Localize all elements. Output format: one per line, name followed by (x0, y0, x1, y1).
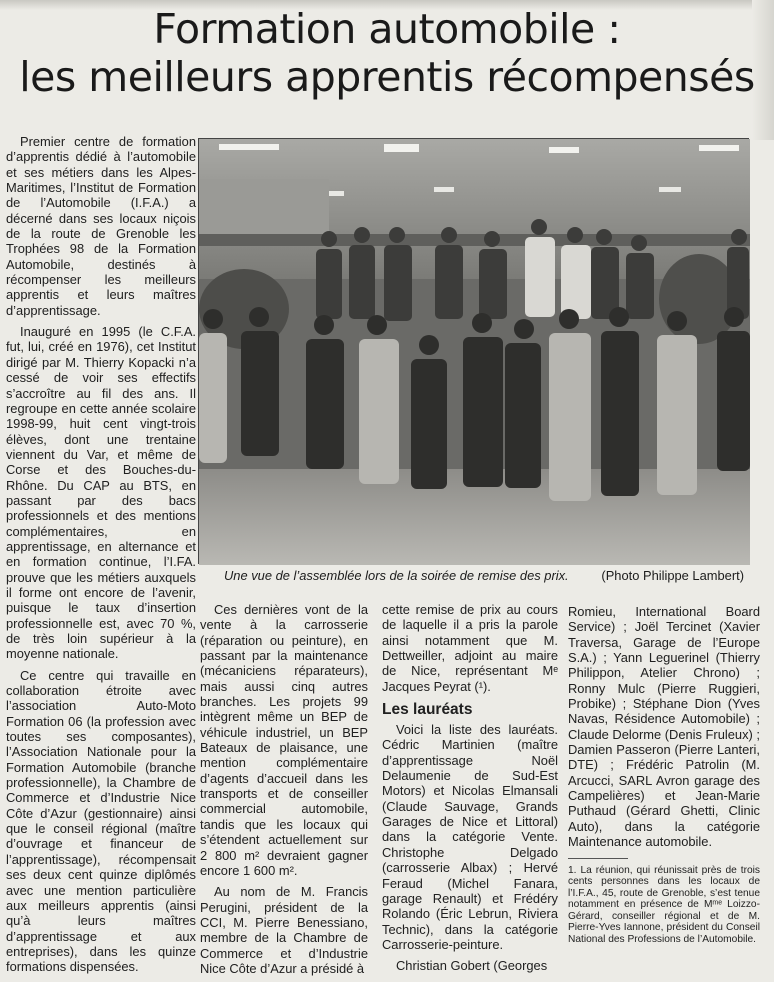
group-photo (198, 138, 749, 564)
paragraph-laureats-continued: Christian Gobert (Georges (396, 958, 548, 974)
footnote-divider (568, 858, 628, 859)
article-column-3 (382, 602, 558, 980)
photo-caption (224, 568, 744, 584)
paragraph-branches: Ces dernières vont de la vente à la carrosserie (réparation ou peinture), en passant par la maintenance (mécaniciens réparateurs), mais aussi cinq autres branches. Les projets 99 intègrent même un BEP de véhicule industriel, un BEP Bateaux de plaisance, une mention complémentaire d’agents d’accueil dans les transports et de conseiller commercial automobile, tandis que les locaux qui s’étendent actuellement sur 2 800 m² devraient gagner encore 1 600 m². (200, 602, 368, 878)
headline-line-2: les meilleurs apprentis récompensés (19, 53, 755, 101)
footnote: 1. La réunion, qui réunissait près de trois cents personnes dans les locaux de l’I.F.A., 45, route de Grenoble, s’est tenue notamment en présence de Mᵐᵉ Loizzo-Gérard, conseiller régional et de M. Pierre-Yves Iannone, président du Conseil National des Professions de l’Automobile. (568, 864, 760, 946)
article-column-2 (200, 602, 368, 982)
article-column-4 (568, 604, 760, 946)
paragraph-intro: Premier centre de formation d’apprentis dédié à l’automobile et ses métiers dans les Alpes-Maritimes, l’Institut de Formation de l’Automobile (I.F.A.) a décerné dans ses locaux niçois de la route de Grenoble les Trophées 98 de la Formation Automobile, destinés à récompenser les meilleurs apprentis et leurs maîtres d’apprentissage. (6, 134, 196, 318)
paragraph-partners: Ce centre qui travaille en collaboration étroite avec l’association Auto-Moto Formation 06 (la profession avec toutes ses composantes), l’Association Nationale pour la Formation Automobile (branche professionnelle), la Chambre de Commerce et d’Industrie Nice Côte d’Azur (gestionnaire) ainsi que le conseil régional (maître d’ouvrage et financeur de l’apprentissage), récompensait ses deux cent quinze diplômés avec une mention particulière aux meilleurs apprentis (ainsi qu’à leurs maîtres d’apprentissage et aux entreprises), dans les quinze formations dispensées. (6, 667, 196, 975)
paragraph-history: Inauguré en 1995 (le C.F.A. fut, lui, créé en 1976), cet Institut dirigé par M. Thierry Kopacki n’a cessé de voir ses effectifs s’accroître au fil des ans. Il regroupe en cette année scolaire 1998-99, huit cent vingt-trois élèves, dont une trentaine viennent du Var, et même de Corse et des Bouches-du-Rhône. Du CAP au BTS, en passant par des bacs professionnels et des mentions complémentaires, en apprentissage, en alternance et en formation continue, l’I.FA. prouve que les métiers auxquels il forme ont encore de l’avenir, puisque le taux d’insertion professionnelle est, avec 70 %, de très loin supérieur à la moyenne nationale. (6, 324, 196, 662)
caption-text: Une vue de l’assemblée lors de la soirée de remise des prix. (224, 568, 569, 583)
group-photo-illustration (199, 139, 750, 565)
paragraph-laureats: Voici la liste des lauréats. Cédric Martinien (maître d’apprentissage Noël Delaumenie de Sud-Est Motors) et Nicolas Elmansali (Claude Sauvage, Grands Garages de Nice et Littoral) dans la catégorie Vente. Christophe Delgado (carrosserie Albax) ; Hervé Feraud (Michel Fanara, garage Renault) et Frédéry Rolando (Éric Lebrun, Riviera Technic), dans la catégorie Carrosserie-peinture. (382, 722, 558, 952)
article-column-1 (6, 134, 196, 981)
article-headline (0, 6, 774, 102)
photo-credit: (Photo Philippe Lambert) (601, 568, 744, 583)
headline-line-1: Formation automobile : (153, 5, 621, 53)
laureats-heading: Les lauréats (382, 701, 473, 719)
paragraph-maintenance-laureats: Romieu, International Board Service) ; Joël Tercinet (Xavier Traversa, Garage de l’Europe S.A.) ; Yann Leguerinel (Thierry Philippon, Atelier Chrono) ; Ronny Mulc (Pierre Ruggieri, Probike) ; Stéphane Dion (Yves Navas, Résidence Automobile) ; Claude Delorme (Denis Fruleux) ; Damien Passeron (Pierre Lanteri, DTE) ; Frédéric Patrolin (M. Arcucci, SARL Avron garage des Campelières) et Jean-Marie Puthaud (Gérard Ghetti, Clinic Auto), dans la catégorie Maintenance automobile. (568, 604, 760, 850)
paragraph-ceremony: Au nom de M. Francis Perugini, président de la CCI, M. Pierre Benessiano, membre de la Chambre de Commerce et d’Industrie Nice Côte d’Azur a présidé à (200, 884, 368, 976)
paragraph-speakers: cette remise de prix au cours de laquelle il a pris la parole ainsi notamment que M. Dettweiller, adjoint au maire de Nice, représentant Mᵉ Jacques Peyrat (¹). (382, 602, 558, 694)
